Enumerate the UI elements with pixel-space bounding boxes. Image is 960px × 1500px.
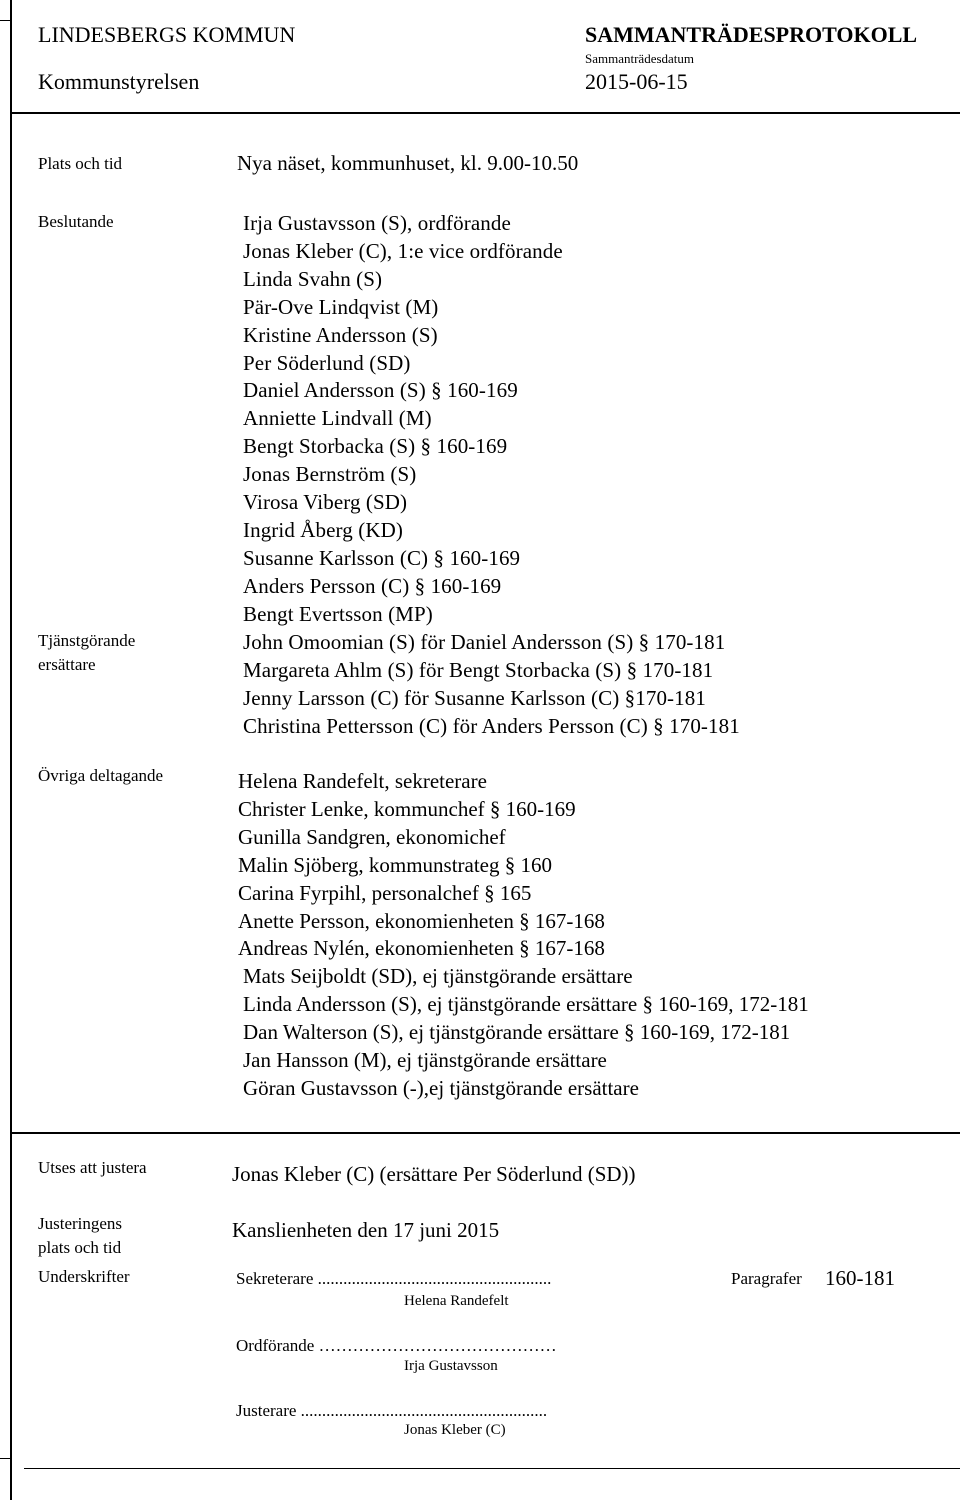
list-item: Susanne Karlsson (C) § 160-169 [243, 545, 521, 570]
list-item: Christina Pettersson (C) för Anders Persson (C) § 170-181 [243, 713, 740, 738]
sekreterare-name: Helena Randefelt [404, 1293, 509, 1309]
list-item: Andreas Nylén, ekonomienheten § 167-168 [238, 936, 605, 961]
justerare-name: Jonas Kleber (C) [404, 1422, 506, 1438]
header-divider [12, 112, 960, 114]
list-item: Jenny Larsson (C) för Susanne Karlsson (C) §170-181 [243, 685, 706, 710]
place-time-value: Nya näset, kommunhuset, kl. 9.00-10.50 [237, 151, 579, 175]
municipality-name: LINDESBERGS KOMMUN [38, 22, 296, 47]
sekreterare-signature-line: Sekreterare ....................................................... [236, 1269, 552, 1288]
paragrafer-label: Paragrafer [731, 1269, 802, 1288]
list-item: Mats Seijboldt (SD), ej tjänstgörande ersättare [243, 964, 633, 989]
date-label: Sammanträdesdatum [585, 51, 695, 66]
bottom-margin-tick [0, 1458, 10, 1459]
beslutande-label: Beslutande [38, 212, 114, 231]
ersattare-label-line2: ersättare [38, 655, 96, 674]
place-time-label: Plats och tid [38, 154, 123, 173]
list-item: Virosa Viberg (SD) [243, 490, 408, 515]
left-margin-line [10, 0, 12, 1500]
list-item: Ingrid Åberg (KD) [243, 517, 403, 542]
ordforande-signature-line: Ordförande …………………………………… [236, 1336, 557, 1355]
ersattare-label-line1: Tjänstgörande [38, 631, 136, 650]
ordforande-name: Irja Gustavsson [404, 1358, 498, 1374]
list-item: Göran Gustavsson (-),ej tjänstgörande ersättare [243, 1075, 639, 1100]
ersattare-list [243, 629, 740, 741]
list-item: Per Söderlund (SD) [243, 350, 411, 375]
list-item: Anniette Lindvall (M) [243, 406, 432, 431]
document-type: SAMMANTRÄDESPROTOKOLL [585, 22, 918, 47]
list-item: Anette Persson, ekonomienheten § 167-168 [238, 908, 605, 933]
utses-value: Jonas Kleber (C) (ersättare Per Söderlund (SD)) [232, 1162, 636, 1186]
paragrafer-value: 160-181 [825, 1266, 895, 1290]
list-item: Kristine Andersson (S) [243, 322, 438, 347]
ovriga-list [238, 768, 809, 1103]
list-item: Jonas Kleber (C), 1:e vice ordförande [243, 238, 563, 263]
list-item: Helena Randefelt, sekreterare [238, 769, 487, 793]
list-item: Pär-Ove Lindqvist (M) [243, 294, 439, 319]
list-item: Linda Andersson (S), ej tjänstgörande ersättare § 160-169, 172-181 [243, 992, 809, 1017]
beslutande-list [243, 210, 563, 629]
list-item: Dan Walterson (S), ej tjänstgörande ersättare § 160-169, 172-181 [243, 1020, 791, 1045]
list-item: Jan Hansson (M), ej tjänstgörande ersättare [243, 1048, 607, 1073]
list-item: John Omoomian (S) för Daniel Andersson (S) § 170-181 [243, 630, 726, 654]
list-item: Jonas Bernström (S) [243, 462, 417, 487]
justering-plats-value: Kanslienheten den 17 juni 2015 [232, 1218, 500, 1242]
list-item: Linda Svahn (S) [243, 266, 383, 291]
list-item: Bengt Evertsson (MP) [243, 601, 433, 626]
justering-plats-label [38, 1212, 122, 1260]
list-item: Irja Gustavsson (S), ordförande [243, 211, 511, 235]
list-item: Malin Sjöberg, kommunstrateg § 160 [238, 852, 553, 877]
list-item: Gunilla Sandgren, ekonomichef [238, 824, 506, 849]
bottom-rule [24, 1468, 960, 1469]
justerare-signature-line: Justerare .......................................................... [236, 1401, 548, 1420]
committee-name: Kommunstyrelsen [38, 69, 200, 94]
footer-divider [12, 1132, 960, 1134]
ersattare-label [38, 629, 135, 677]
top-margin-tick [0, 20, 10, 21]
list-item: Anders Persson (C) § 160-169 [243, 573, 502, 598]
list-item: Carina Fyrpihl, personalchef § 165 [238, 880, 532, 905]
justering-plats-label-line1: Justeringens [38, 1214, 123, 1233]
ovriga-label: Övriga deltagande [38, 766, 164, 785]
underskrifter-label: Underskrifter [38, 1267, 130, 1286]
list-item: Christer Lenke, kommunchef § 160-169 [238, 796, 576, 821]
list-item: Bengt Storbacka (S) § 160-169 [243, 434, 508, 459]
list-item: Daniel Andersson (S) § 160-169 [243, 378, 518, 403]
list-item: Margareta Ahlm (S) för Bengt Storbacka (S) § 170-181 [243, 657, 714, 682]
justering-plats-label-line2: plats och tid [38, 1238, 122, 1257]
meeting-date: 2015-06-15 [585, 69, 688, 94]
utses-label: Utses att justera [38, 1158, 147, 1177]
